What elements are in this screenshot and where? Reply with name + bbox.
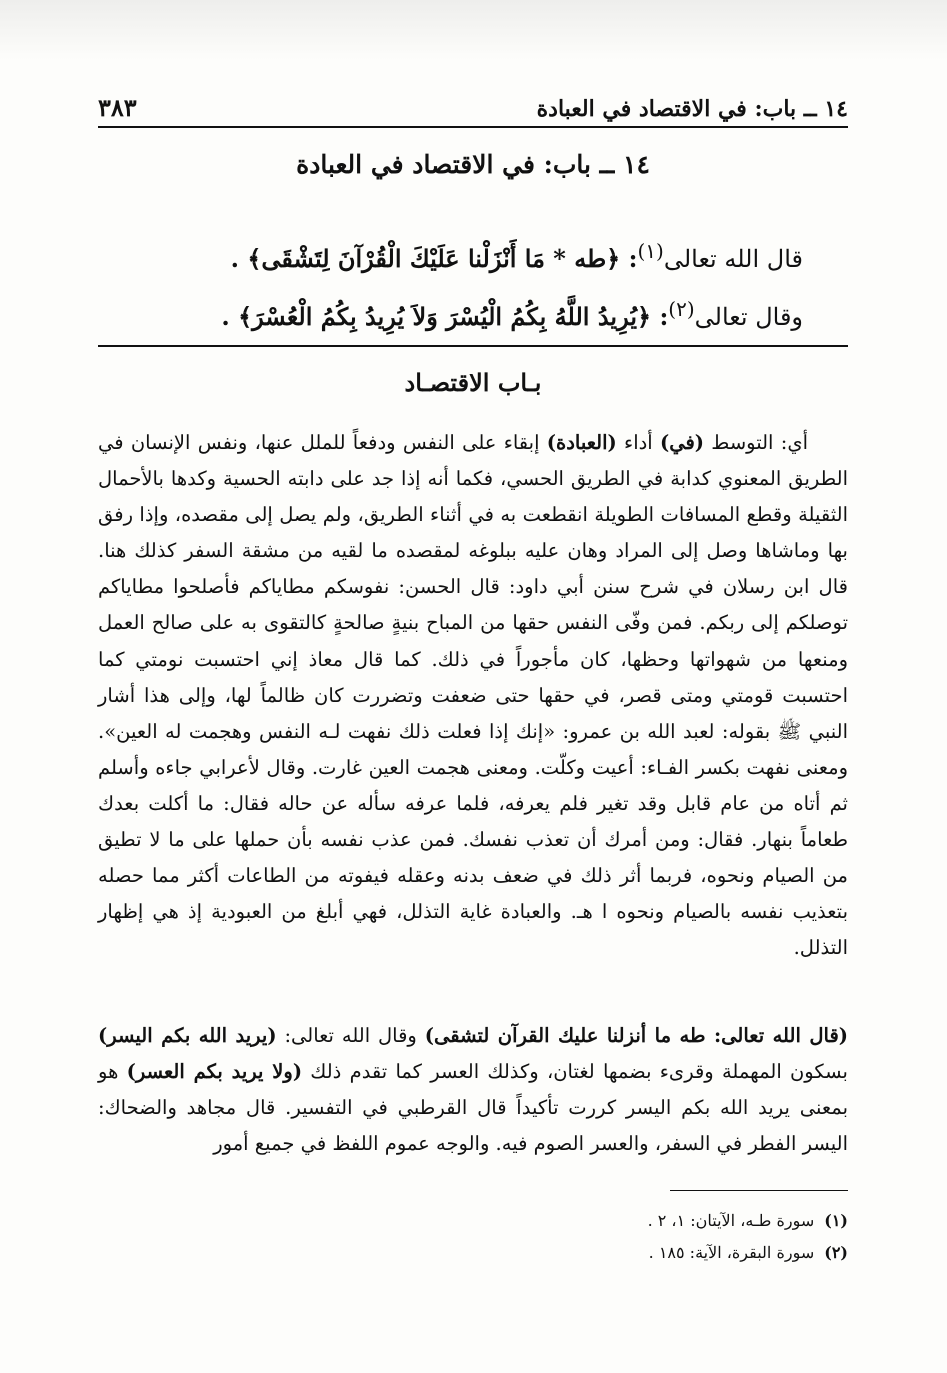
keyword: (ولا يريد بكم العسر): [126, 1060, 303, 1084]
footnote: [98, 1205, 848, 1237]
section-divider: [98, 345, 848, 347]
commentary-paragraph: [98, 425, 848, 966]
footnote-number: (٢): [824, 1243, 848, 1262]
verse-footnote-ref: (٢): [668, 297, 695, 321]
commentary-text: أي: التوسط: [704, 431, 808, 454]
verse-text: : ﴿يُرِيدُ اللَّهُ بِكُمُ الْيُسْرَ وَلاَ يُرِيدُ بِكُمُ الْعُسْرَ﴾ .: [221, 302, 669, 331]
commentary-text: بسكون المهملة وقرىء بضمها لغتان، وكذلك العسر كما تقدم ذلك: [302, 1060, 848, 1084]
footnote-rule: [670, 1190, 848, 1191]
commentary-paragraph-2: [98, 1018, 848, 1162]
section-title: بـاب الاقتصـاد: [404, 368, 542, 397]
commentary-text: أداء: [616, 431, 660, 454]
footnote-number: (١): [824, 1211, 848, 1230]
quran-verses: [98, 226, 803, 342]
keyword: (يريد الله بكم اليسر): [98, 1024, 277, 1047]
scan-edge: [0, 0, 947, 60]
commentary-text: هو بمعنى يريد الله بكم اليسر كررت تأكيداً قال القرطبي في التفسير. قال مجاهد والضحاك: اليسر الفطر في السفر، والعسر الصوم فيه. والوجه عموم اللفظ في جميع أمور: [98, 1060, 848, 1156]
footnotes: [98, 1205, 848, 1269]
commentary-text: إبقاء على النفس ودفعاً للملل عنها، ونفس الإنسان في الطريق المعنوي كدابة في الطريق الحسي، فكما أنه إذا جد على دابته الحسية وكدها بالأحمال الثقيلة وقطع المسافات الطويلة انقطعت به في أثناء الطريق، ولم يصل إلى مقصده، وإذا رفق بها وماشاها وصل إلى المراد وهان عليه ببلوغه لمقصده ما لقيه من مشقة السفر كذلك هنا. قال ابن رسلان في شرح سنن أبي داود: قال الحسن: نفوسكم مطاياكم فأصلحوا مطاياكم توصلكم إلى ربكم. فمن وفّى النفس حقها من المباح بنيةٍ صالحةٍ كالتقوى به على صالح العمل ومنعها من شهواتها وحظها، كان مأجوراً في ذلك. كما قال معاذ إني احتسبت نومتي كما احتسبت قومتي ومتى قصر، في حقها حتى ضعفت وتضررت كان ظالماً لها، وإلى هذا أشار النبي ﷺ بقوله: لعبد الله بن عمرو: «إنك إذا فعلت ذلك نفهت لـه النفس وهجمت له العين». ومعنى نفهت بكسر الفـاء: أعيت وكلّت. ومعنى هجمت العين غارت. وقال لأعرابي جاءه وأسلم ثم أتاه من عام قابل وقد تغير فلم يعرفه، فلما عرفه سأله عن حاله فقال: ما أكلت بعدك طعاماً بنهار. فقال: ومن أمرك أن تعذب نفسك. فمن عذب نفسه بأن حملها على ما لا تطيق من الصيام ونحوه، فربما أثر ذلك في ضعف بدنه وعقله فيفوته من الطاعات أكثر مما حصله بتعذيب نفسه بالصيام ونحوه ا هـ. والعبادة غاية التذلل، فهي أبلغ من العبودية إذ هي إظهار التذلل.: [98, 431, 848, 960]
commentary-text: وقال الله تعالى:: [276, 1024, 425, 1047]
page-number: ٣٨٣: [98, 93, 137, 122]
running-title: ١٤ ــ باب: في الاقتصاد في العبادة: [536, 96, 848, 122]
verse-text: : ﴿طه * مَا أَنْزَلْنا عَلَيْكَ الْقُرْآنَ لِتَشْقَى﴾ .: [230, 244, 638, 273]
keyword: (قال الله تعالى: طه ما أنزلنا عليك القرآن لتشقى): [424, 1024, 849, 1047]
keyword: (العبادة): [546, 431, 617, 454]
verse-intro: قال الله تعالى: [663, 245, 803, 273]
footnote-text: سورة طـه، الآيتان: ١، ٢ .: [647, 1211, 815, 1230]
footnote: [98, 1237, 848, 1269]
verse-footnote-ref: (١): [637, 239, 664, 263]
verse-intro: وقال تعالى: [694, 303, 803, 331]
chapter-title: ١٤ ــ باب: في الاقتصاد في العبادة: [296, 150, 650, 179]
running-header: [98, 86, 848, 128]
verse-line: [98, 226, 803, 284]
verse-line: [98, 284, 803, 342]
keyword: (في): [660, 431, 705, 454]
footnote-text: سورة البقرة، الآية: ١٨٥ .: [648, 1243, 815, 1262]
